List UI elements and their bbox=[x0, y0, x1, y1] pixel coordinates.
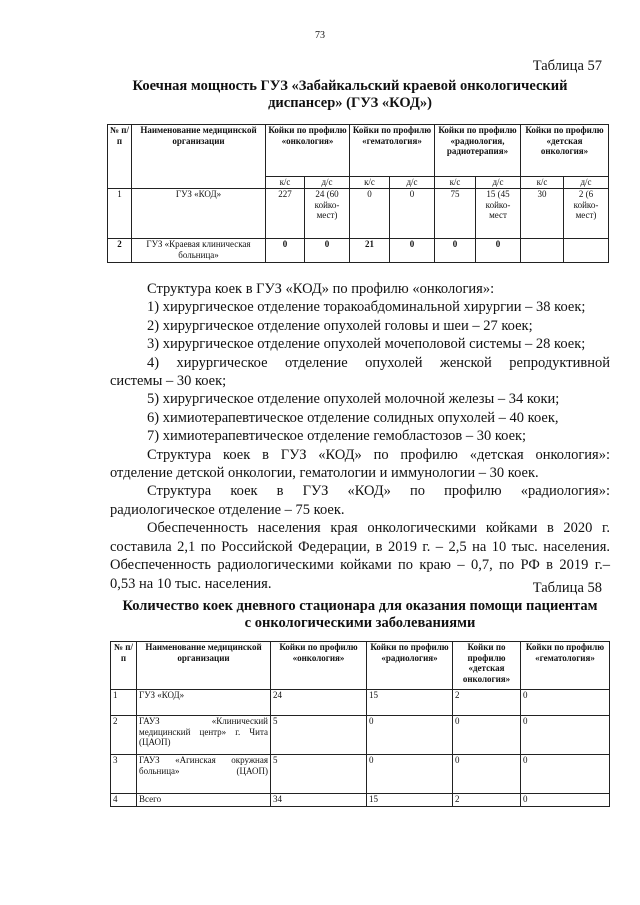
row-cell: 0 bbox=[521, 690, 610, 716]
header-onk: Койки по профилю «онкология» bbox=[266, 125, 350, 177]
body-line: Структура коек в ГУЗ «КОД» по профилю «онкология»: bbox=[147, 281, 495, 297]
header-name: Наименование медицинской организации bbox=[137, 642, 271, 690]
body-line: 5) хирургическое отделение опухолей молочной железы – 34 коки; bbox=[147, 391, 560, 408]
body-line: Обеспеченность населения края онкологическими койками в 2020 г. bbox=[147, 520, 610, 537]
subheader-cell: к/с bbox=[435, 177, 476, 189]
row-cell: 5 bbox=[271, 716, 367, 755]
header-onk: Койки по профилю «онкология» bbox=[271, 642, 367, 690]
subheader-cell: д/с bbox=[305, 177, 350, 189]
row-cell: 24 bbox=[271, 690, 367, 716]
subheader-cell: д/с bbox=[476, 177, 521, 189]
subheader-cell: д/с bbox=[390, 177, 435, 189]
table-57-label: Таблица 57 bbox=[532, 58, 602, 74]
table-row bbox=[108, 189, 609, 239]
row-cell: 34 bbox=[271, 794, 367, 807]
body-line: Обеспеченность радиологическими койками по краю – 0,7, по РФ в 2019 г.– bbox=[110, 557, 610, 574]
header-name: Наименование медицинской организации bbox=[132, 125, 266, 189]
row-cell: 0 bbox=[521, 794, 610, 807]
row-cell: 21 bbox=[350, 239, 390, 263]
row-cell: 0 bbox=[453, 716, 521, 755]
table-row bbox=[111, 794, 610, 807]
header-det: Койки по профилю «детская онкология» bbox=[453, 642, 521, 690]
row-cell: 75 bbox=[435, 189, 476, 239]
header-num: № п/п bbox=[111, 642, 137, 690]
body-line: 2) хирургическое отделение опухолей головы и шеи – 27 коек; bbox=[147, 317, 533, 334]
row-cell: 0 bbox=[476, 239, 521, 263]
header-gem: Койки по профилю «гематология» bbox=[521, 642, 610, 690]
table-57-title bbox=[95, 78, 605, 112]
row-cell bbox=[564, 239, 609, 263]
body-line: 4) хирургическое отделение опухолей женской репродуктивной bbox=[147, 354, 610, 371]
row-cell: 2 (6 койко-мест) bbox=[564, 189, 609, 239]
table-58-label: Таблица 58 bbox=[532, 580, 602, 596]
table-row bbox=[111, 755, 610, 794]
row-cell: 0 bbox=[266, 239, 305, 263]
row-name: ГАУЗ «Агинская окружная больница» (ЦАОП) bbox=[137, 755, 271, 794]
row-num: 2 bbox=[111, 716, 137, 755]
table-row bbox=[111, 690, 610, 716]
row-cell: 0 bbox=[390, 239, 435, 263]
row-cell: 0 bbox=[521, 755, 610, 794]
row-num: 4 bbox=[111, 794, 137, 807]
header-gem: Койки по профилю «гематология» bbox=[350, 125, 435, 177]
subheader-cell: к/с bbox=[266, 177, 305, 189]
subheader-cell: к/с bbox=[350, 177, 390, 189]
body-text bbox=[110, 280, 610, 593]
table-58-header-row bbox=[111, 642, 610, 690]
subheader-cell: к/с bbox=[521, 177, 564, 189]
row-num: 1 bbox=[111, 690, 137, 716]
row-cell: 15 bbox=[367, 690, 453, 716]
row-cell bbox=[521, 239, 564, 263]
row-cell: 0 bbox=[521, 716, 610, 755]
body-line: Структура коек в ГУЗ «КОД» по профилю «детская онкология»: bbox=[147, 446, 610, 463]
row-name: ГУЗ «Краевая клиническая больница» bbox=[132, 239, 266, 263]
row-name: Всего bbox=[137, 794, 271, 807]
table-row bbox=[108, 239, 609, 263]
row-cell: 15 (45 койко-мест bbox=[476, 189, 521, 239]
row-cell: 0 bbox=[435, 239, 476, 263]
row-num: 1 bbox=[108, 189, 132, 239]
row-cell: 0 bbox=[350, 189, 390, 239]
body-line: составила 2,1 по Российской Федерации, в 2019 г. – 2,5 на 10 тыс. населения. bbox=[110, 538, 610, 555]
subheader-cell: д/с bbox=[564, 177, 609, 189]
table-57-title-line2: диспансер» (ГУЗ «КОД») bbox=[268, 95, 432, 111]
row-cell: 0 bbox=[390, 189, 435, 239]
page-number: 73 bbox=[315, 30, 325, 41]
body-line: 6) химиотерапевтическое отделение солидных опухолей – 40 коек, bbox=[147, 409, 559, 426]
body-line: 7) химиотерапевтическое отделение гемобластозов – 30 коек; bbox=[147, 428, 527, 445]
table-57-title-line1: Коечная мощность ГУЗ «Забайкальский краевой онкологический bbox=[132, 78, 568, 94]
table-58-title bbox=[100, 598, 620, 632]
body-line: 1) хирургическое отделение торакоабдоминальной хирургии – 38 коек; bbox=[147, 299, 586, 316]
body-line: отделение детской онкологии, гематологии и иммунологии – 30 коек. bbox=[110, 465, 539, 482]
header-det: Койки по профилю «детская онкология» bbox=[521, 125, 609, 177]
row-cell: 0 bbox=[367, 755, 453, 794]
row-name: ГУЗ «КОД» bbox=[137, 690, 271, 716]
row-cell: 5 bbox=[271, 755, 367, 794]
body-line: системы – 30 коек; bbox=[110, 373, 227, 390]
row-cell: 15 bbox=[367, 794, 453, 807]
row-cell: 2 bbox=[453, 794, 521, 807]
table-row bbox=[111, 716, 610, 755]
row-cell: 0 bbox=[453, 755, 521, 794]
body-line: Структура коек в ГУЗ «КОД» по профилю «радиология»: bbox=[147, 483, 610, 500]
table-57-header-row bbox=[108, 125, 609, 177]
header-rad: Койки по профилю «радиология» bbox=[367, 642, 453, 690]
row-cell: 30 bbox=[521, 189, 564, 239]
table-58 bbox=[110, 641, 610, 807]
header-rad: Койки по профилю «радиология, радиотерапия» bbox=[435, 125, 521, 177]
body-line: радиологическое отделение – 75 коек. bbox=[110, 501, 345, 518]
body-line: 3) хирургическое отделение опухолей мочеполовой системы – 28 коек; bbox=[147, 336, 586, 353]
row-num: 3 bbox=[111, 755, 137, 794]
body-line: 0,53 на 10 тыс. населения. bbox=[110, 575, 272, 592]
row-name: ГАУЗ «Клинический медицинский центр» г. Чита (ЦАОП) bbox=[137, 716, 271, 755]
table-57 bbox=[107, 124, 609, 263]
row-cell: 227 bbox=[266, 189, 305, 239]
table-58-title-line1: Количество коек дневного стационара для оказания помощи пациентам bbox=[122, 598, 598, 614]
table-58-title-line2: с онкологическими заболеваниями bbox=[244, 615, 476, 631]
header-num: № п/п bbox=[108, 125, 132, 189]
row-cell: 24 (60 койко-мест) bbox=[305, 189, 350, 239]
row-num: 2 bbox=[108, 239, 132, 263]
row-cell: 0 bbox=[367, 716, 453, 755]
row-cell: 2 bbox=[453, 690, 521, 716]
row-name: ГУЗ «КОД» bbox=[132, 189, 266, 239]
row-cell: 0 bbox=[305, 239, 350, 263]
